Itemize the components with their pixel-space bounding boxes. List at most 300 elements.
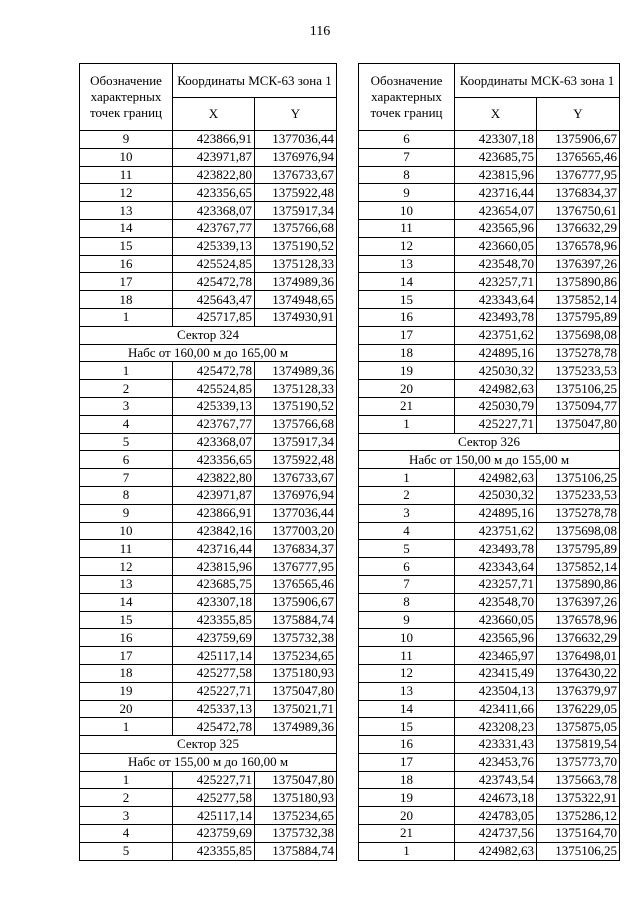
x-coordinate-cell: 423331,43 [455, 736, 537, 754]
x-coordinate-cell: 423743,54 [455, 771, 537, 789]
point-number-cell: 12 [80, 558, 173, 576]
y-coordinate-cell: 1375795,89 [537, 540, 620, 558]
point-number-cell: 1 [359, 842, 455, 860]
point-number-cell: 18 [80, 664, 173, 682]
point-number-cell: 18 [359, 344, 455, 362]
table-row [359, 344, 620, 362]
y-coordinate-cell: 1375884,74 [255, 842, 337, 860]
point-number-cell: 15 [80, 237, 173, 255]
coordinates-table-right [358, 63, 620, 861]
y-coordinate-cell: 1375234,65 [255, 647, 337, 665]
x-coordinate-cell: 423307,18 [173, 593, 255, 611]
y-coordinate-cell: 1375698,08 [537, 326, 620, 344]
y-coordinate-cell: 1376498,01 [537, 647, 620, 665]
y-coordinate-cell: 1375663,78 [537, 771, 620, 789]
x-coordinate-cell: 425472,78 [173, 718, 255, 736]
x-coordinate-cell: 423356,65 [173, 451, 255, 469]
x-coordinate-cell: 425030,79 [455, 397, 537, 415]
table-row [80, 593, 337, 611]
table-row [80, 540, 337, 558]
point-number-cell: 9 [359, 184, 455, 202]
table-row [80, 255, 337, 273]
y-coordinate-cell: 1375922,48 [255, 451, 337, 469]
x-coordinate-cell: 423355,85 [173, 611, 255, 629]
x-coordinate-cell: 425227,71 [455, 415, 537, 433]
x-coordinate-cell: 423822,80 [173, 469, 255, 487]
point-number-cell: 18 [359, 771, 455, 789]
point-number-cell: 8 [359, 593, 455, 611]
table-row [80, 451, 337, 469]
x-coordinate-cell: 425524,85 [173, 380, 255, 398]
y-coordinate-cell: 1375732,38 [255, 825, 337, 843]
y-coordinate-cell: 1375094,77 [537, 397, 620, 415]
point-number-cell: 9 [80, 504, 173, 522]
y-coordinate-cell: 1375852,14 [537, 291, 620, 309]
table-row [80, 433, 337, 451]
table-row [359, 362, 620, 380]
x-coordinate-cell: 425339,13 [173, 237, 255, 255]
point-number-cell: 17 [80, 647, 173, 665]
table-row [80, 842, 337, 860]
y-coordinate-cell: 1376379,97 [537, 682, 620, 700]
y-coordinate-cell: 1376976,94 [255, 486, 337, 504]
table-row [80, 522, 337, 540]
point-number-cell: 11 [359, 219, 455, 237]
x-coordinate-cell: 425472,78 [173, 362, 255, 380]
point-number-cell: 14 [80, 219, 173, 237]
y-coordinate-cell: 1375021,71 [255, 700, 337, 718]
section-label: Набс от 155,00 м до 160,00 м [80, 753, 337, 771]
y-coordinate-cell: 1375773,70 [537, 753, 620, 771]
point-number-cell: 10 [359, 202, 455, 220]
y-coordinate-cell: 1374948,65 [255, 291, 337, 309]
y-coordinate-cell: 1375906,67 [537, 131, 620, 149]
table-row [359, 736, 620, 754]
y-coordinate-cell: 1374930,91 [255, 308, 337, 326]
point-number-cell: 14 [359, 700, 455, 718]
x-coordinate-cell: 424982,63 [455, 380, 537, 398]
y-coordinate-cell: 1375106,25 [537, 380, 620, 398]
point-number-cell: 11 [359, 647, 455, 665]
point-number-cell: 21 [359, 397, 455, 415]
table-row [359, 718, 620, 736]
table-row [80, 291, 337, 309]
y-coordinate-cell: 1375190,52 [255, 397, 337, 415]
x-coordinate-cell: 425339,13 [173, 397, 255, 415]
point-number-cell: 14 [80, 593, 173, 611]
table-row [359, 575, 620, 593]
coordinates-table-left [79, 63, 337, 861]
table-row [80, 184, 337, 202]
y-coordinate-cell: 1375917,34 [255, 202, 337, 220]
point-number-cell: 16 [80, 629, 173, 647]
table-body-left [80, 131, 337, 861]
section-row [80, 753, 337, 771]
x-coordinate-cell: 423751,62 [455, 522, 537, 540]
point-number-cell: 13 [80, 202, 173, 220]
y-coordinate-cell: 1376565,46 [537, 148, 620, 166]
point-number-cell: 8 [359, 166, 455, 184]
point-number-cell: 19 [359, 362, 455, 380]
table-row [80, 486, 337, 504]
table-row [359, 397, 620, 415]
point-number-cell: 17 [359, 753, 455, 771]
table-row [359, 807, 620, 825]
point-number-cell: 6 [359, 558, 455, 576]
header-y-label: Y [255, 98, 337, 131]
y-coordinate-cell: 1375128,33 [255, 255, 337, 273]
point-number-cell: 4 [359, 522, 455, 540]
header-x-label: X [455, 98, 537, 131]
x-coordinate-cell: 423654,07 [455, 202, 537, 220]
x-coordinate-cell: 423759,69 [173, 825, 255, 843]
x-coordinate-cell: 423548,70 [455, 255, 537, 273]
x-coordinate-cell: 425277,58 [173, 789, 255, 807]
x-coordinate-cell: 425524,85 [173, 255, 255, 273]
x-coordinate-cell: 423355,85 [173, 842, 255, 860]
table-row [359, 504, 620, 522]
table-row [359, 647, 620, 665]
point-number-cell: 4 [80, 825, 173, 843]
x-coordinate-cell: 425227,71 [173, 682, 255, 700]
point-number-cell: 11 [80, 166, 173, 184]
point-number-cell: 19 [80, 682, 173, 700]
x-coordinate-cell: 423565,96 [455, 219, 537, 237]
y-coordinate-cell: 1375884,74 [255, 611, 337, 629]
y-coordinate-cell: 1375732,38 [255, 629, 337, 647]
point-number-cell: 15 [80, 611, 173, 629]
point-number-cell: 3 [359, 504, 455, 522]
y-coordinate-cell: 1376976,94 [255, 148, 337, 166]
x-coordinate-cell: 423343,64 [455, 291, 537, 309]
y-coordinate-cell: 1375286,12 [537, 807, 620, 825]
x-coordinate-cell: 423822,80 [173, 166, 255, 184]
y-coordinate-cell: 1375233,53 [537, 486, 620, 504]
x-coordinate-cell: 423767,77 [173, 219, 255, 237]
y-coordinate-cell: 1375106,25 [537, 842, 620, 860]
table-row [359, 593, 620, 611]
y-coordinate-cell: 1376565,46 [255, 575, 337, 593]
point-number-cell: 1 [80, 308, 173, 326]
y-coordinate-cell: 1376777,95 [537, 166, 620, 184]
x-coordinate-cell: 425277,58 [173, 664, 255, 682]
y-coordinate-cell: 1377036,44 [255, 131, 337, 149]
y-coordinate-cell: 1374989,36 [255, 362, 337, 380]
y-coordinate-cell: 1375795,89 [537, 308, 620, 326]
table-row [80, 362, 337, 380]
section-label: Набс от 160,00 м до 165,00 м [80, 344, 337, 362]
x-coordinate-cell: 423866,91 [173, 131, 255, 149]
table-row [80, 700, 337, 718]
table-row [80, 415, 337, 433]
point-number-cell: 20 [80, 700, 173, 718]
point-number-cell: 17 [80, 273, 173, 291]
table-row [80, 219, 337, 237]
header-y-label: Y [537, 98, 620, 131]
point-number-cell: 2 [80, 789, 173, 807]
x-coordinate-cell: 423453,76 [455, 753, 537, 771]
table-row [80, 273, 337, 291]
x-coordinate-cell: 425717,85 [173, 308, 255, 326]
x-coordinate-cell: 424895,16 [455, 344, 537, 362]
point-number-cell: 18 [80, 291, 173, 309]
table-row [359, 131, 620, 149]
y-coordinate-cell: 1375852,14 [537, 558, 620, 576]
point-number-cell: 13 [359, 682, 455, 700]
x-coordinate-cell: 423493,78 [455, 308, 537, 326]
table-row [80, 718, 337, 736]
y-coordinate-cell: 1375278,78 [537, 504, 620, 522]
section-row [80, 736, 337, 754]
table-row [359, 326, 620, 344]
table-row [359, 255, 620, 273]
x-coordinate-cell: 423759,69 [173, 629, 255, 647]
x-coordinate-cell: 423257,71 [455, 575, 537, 593]
x-coordinate-cell: 423716,44 [173, 540, 255, 558]
y-coordinate-cell: 1374989,36 [255, 718, 337, 736]
y-coordinate-cell: 1377003,20 [255, 522, 337, 540]
point-number-cell: 9 [359, 611, 455, 629]
point-number-cell: 21 [359, 825, 455, 843]
table-row [80, 629, 337, 647]
y-coordinate-cell: 1376632,29 [537, 629, 620, 647]
x-coordinate-cell: 423343,64 [455, 558, 537, 576]
point-number-cell: 5 [359, 540, 455, 558]
table-row [80, 664, 337, 682]
point-number-cell: 9 [80, 131, 173, 149]
x-coordinate-cell: 423815,96 [173, 558, 255, 576]
table-row [359, 308, 620, 326]
x-coordinate-cell: 423660,05 [455, 237, 537, 255]
y-coordinate-cell: 1375164,70 [537, 825, 620, 843]
point-number-cell: 7 [359, 148, 455, 166]
point-number-cell: 20 [359, 380, 455, 398]
x-coordinate-cell: 425117,14 [173, 807, 255, 825]
table-row [80, 825, 337, 843]
x-coordinate-cell: 425337,13 [173, 700, 255, 718]
x-coordinate-cell: 423493,78 [455, 540, 537, 558]
x-coordinate-cell: 423368,07 [173, 202, 255, 220]
point-number-cell: 16 [359, 736, 455, 754]
table-row [359, 273, 620, 291]
y-coordinate-cell: 1376777,95 [255, 558, 337, 576]
y-coordinate-cell: 1375047,80 [537, 415, 620, 433]
point-number-cell: 6 [80, 451, 173, 469]
y-coordinate-cell: 1376834,37 [255, 540, 337, 558]
table-row [359, 380, 620, 398]
table-row [359, 700, 620, 718]
table-row [359, 611, 620, 629]
section-label: Сектор 324 [80, 326, 337, 344]
y-coordinate-cell: 1375233,53 [537, 362, 620, 380]
y-coordinate-cell: 1376430,22 [537, 664, 620, 682]
page-number: 116 [309, 24, 331, 39]
table-row [359, 522, 620, 540]
header-point-label: Обозначение характерных точек границ [359, 64, 455, 131]
y-coordinate-cell: 1375766,68 [255, 415, 337, 433]
table-row [359, 682, 620, 700]
table-row [80, 682, 337, 700]
x-coordinate-cell: 423356,65 [173, 184, 255, 202]
point-number-cell: 12 [80, 184, 173, 202]
section-label: Сектор 326 [359, 433, 620, 451]
x-coordinate-cell: 423415,49 [455, 664, 537, 682]
table-row [359, 540, 620, 558]
point-number-cell: 11 [80, 540, 173, 558]
x-coordinate-cell: 424737,56 [455, 825, 537, 843]
point-number-cell: 1 [80, 771, 173, 789]
y-coordinate-cell: 1375106,25 [537, 469, 620, 487]
x-coordinate-cell: 423685,75 [173, 575, 255, 593]
x-coordinate-cell: 423307,18 [455, 131, 537, 149]
table-row [359, 166, 620, 184]
y-coordinate-cell: 1375922,48 [255, 184, 337, 202]
table-row [359, 558, 620, 576]
y-coordinate-cell: 1376578,96 [537, 237, 620, 255]
x-coordinate-cell: 423716,44 [455, 184, 537, 202]
x-coordinate-cell: 423866,91 [173, 504, 255, 522]
section-label: Набс от 150,00 м до 155,00 м [359, 451, 620, 469]
table-row [80, 380, 337, 398]
header-coordinates-label: Координаты МСК-63 зона 1 [173, 64, 337, 98]
y-coordinate-cell: 1375047,80 [255, 771, 337, 789]
table-row [359, 753, 620, 771]
table-row [359, 771, 620, 789]
x-coordinate-cell: 423504,13 [455, 682, 537, 700]
y-coordinate-cell: 1374989,36 [255, 273, 337, 291]
point-number-cell: 20 [359, 807, 455, 825]
table-row [80, 575, 337, 593]
y-coordinate-cell: 1376578,96 [537, 611, 620, 629]
y-coordinate-cell: 1375047,80 [255, 682, 337, 700]
header-point-label: Обозначение характерных точек границ [80, 64, 173, 131]
y-coordinate-cell: 1375890,86 [537, 575, 620, 593]
point-number-cell: 16 [80, 255, 173, 273]
point-number-cell: 10 [80, 522, 173, 540]
y-coordinate-cell: 1375278,78 [537, 344, 620, 362]
point-number-cell: 10 [359, 629, 455, 647]
point-number-cell: 19 [359, 789, 455, 807]
x-coordinate-cell: 423548,70 [455, 593, 537, 611]
y-coordinate-cell: 1375180,93 [255, 789, 337, 807]
point-number-cell: 3 [80, 397, 173, 415]
x-coordinate-cell: 425227,71 [173, 771, 255, 789]
table-body-right [359, 131, 620, 861]
section-row [80, 344, 337, 362]
x-coordinate-cell: 423208,23 [455, 718, 537, 736]
table-row [359, 469, 620, 487]
point-number-cell: 1 [80, 718, 173, 736]
point-number-cell: 8 [80, 486, 173, 504]
point-number-cell: 15 [359, 291, 455, 309]
point-number-cell: 2 [80, 380, 173, 398]
x-coordinate-cell: 423815,96 [455, 166, 537, 184]
y-coordinate-cell: 1377036,44 [255, 504, 337, 522]
x-coordinate-cell: 423660,05 [455, 611, 537, 629]
point-number-cell: 12 [359, 664, 455, 682]
table-row [359, 219, 620, 237]
header-coordinates-label: Координаты МСК-63 зона 1 [455, 64, 620, 98]
point-number-cell: 14 [359, 273, 455, 291]
table-row [80, 148, 337, 166]
table-row [359, 842, 620, 860]
x-coordinate-cell: 423257,71 [455, 273, 537, 291]
header-x-label: X [173, 98, 255, 131]
point-number-cell: 3 [80, 807, 173, 825]
table-row [80, 558, 337, 576]
y-coordinate-cell: 1375906,67 [255, 593, 337, 611]
point-number-cell: 7 [359, 575, 455, 593]
x-coordinate-cell: 424982,63 [455, 842, 537, 860]
point-number-cell: 15 [359, 718, 455, 736]
table-row [359, 664, 620, 682]
x-coordinate-cell: 425643,47 [173, 291, 255, 309]
y-coordinate-cell: 1375766,68 [255, 219, 337, 237]
y-coordinate-cell: 1376733,67 [255, 166, 337, 184]
section-row [359, 451, 620, 469]
table-row [359, 148, 620, 166]
y-coordinate-cell: 1376397,26 [537, 593, 620, 611]
point-number-cell: 10 [80, 148, 173, 166]
point-number-cell: 16 [359, 308, 455, 326]
table-row [80, 202, 337, 220]
y-coordinate-cell: 1376229,05 [537, 700, 620, 718]
x-coordinate-cell: 423685,75 [455, 148, 537, 166]
x-coordinate-cell: 423465,97 [455, 647, 537, 665]
table-row [359, 291, 620, 309]
table-row [80, 469, 337, 487]
x-coordinate-cell: 425030,32 [455, 362, 537, 380]
y-coordinate-cell: 1376834,37 [537, 184, 620, 202]
table-row [80, 308, 337, 326]
x-coordinate-cell: 423411,66 [455, 700, 537, 718]
x-coordinate-cell: 425117,14 [173, 647, 255, 665]
y-coordinate-cell: 1375698,08 [537, 522, 620, 540]
y-coordinate-cell: 1375322,91 [537, 789, 620, 807]
table-row [80, 166, 337, 184]
table-row [359, 202, 620, 220]
table-row [80, 504, 337, 522]
y-coordinate-cell: 1376632,29 [537, 219, 620, 237]
point-number-cell: 17 [359, 326, 455, 344]
y-coordinate-cell: 1375180,93 [255, 664, 337, 682]
y-coordinate-cell: 1375890,86 [537, 273, 620, 291]
point-number-cell: 6 [359, 131, 455, 149]
table-row [359, 789, 620, 807]
point-number-cell: 1 [359, 469, 455, 487]
point-number-cell: 13 [359, 255, 455, 273]
table-row [80, 397, 337, 415]
table-row [359, 629, 620, 647]
x-coordinate-cell: 424895,16 [455, 504, 537, 522]
y-coordinate-cell: 1375875,05 [537, 718, 620, 736]
x-coordinate-cell: 423751,62 [455, 326, 537, 344]
x-coordinate-cell: 424783,05 [455, 807, 537, 825]
y-coordinate-cell: 1375917,34 [255, 433, 337, 451]
y-coordinate-cell: 1375819,54 [537, 736, 620, 754]
table-row [359, 184, 620, 202]
x-coordinate-cell: 423971,87 [173, 148, 255, 166]
section-row [80, 326, 337, 344]
table-row [80, 789, 337, 807]
x-coordinate-cell: 425030,32 [455, 486, 537, 504]
x-coordinate-cell: 424982,63 [455, 469, 537, 487]
y-coordinate-cell: 1375190,52 [255, 237, 337, 255]
x-coordinate-cell: 423971,87 [173, 486, 255, 504]
point-number-cell: 4 [80, 415, 173, 433]
table-row [80, 807, 337, 825]
point-number-cell: 5 [80, 433, 173, 451]
